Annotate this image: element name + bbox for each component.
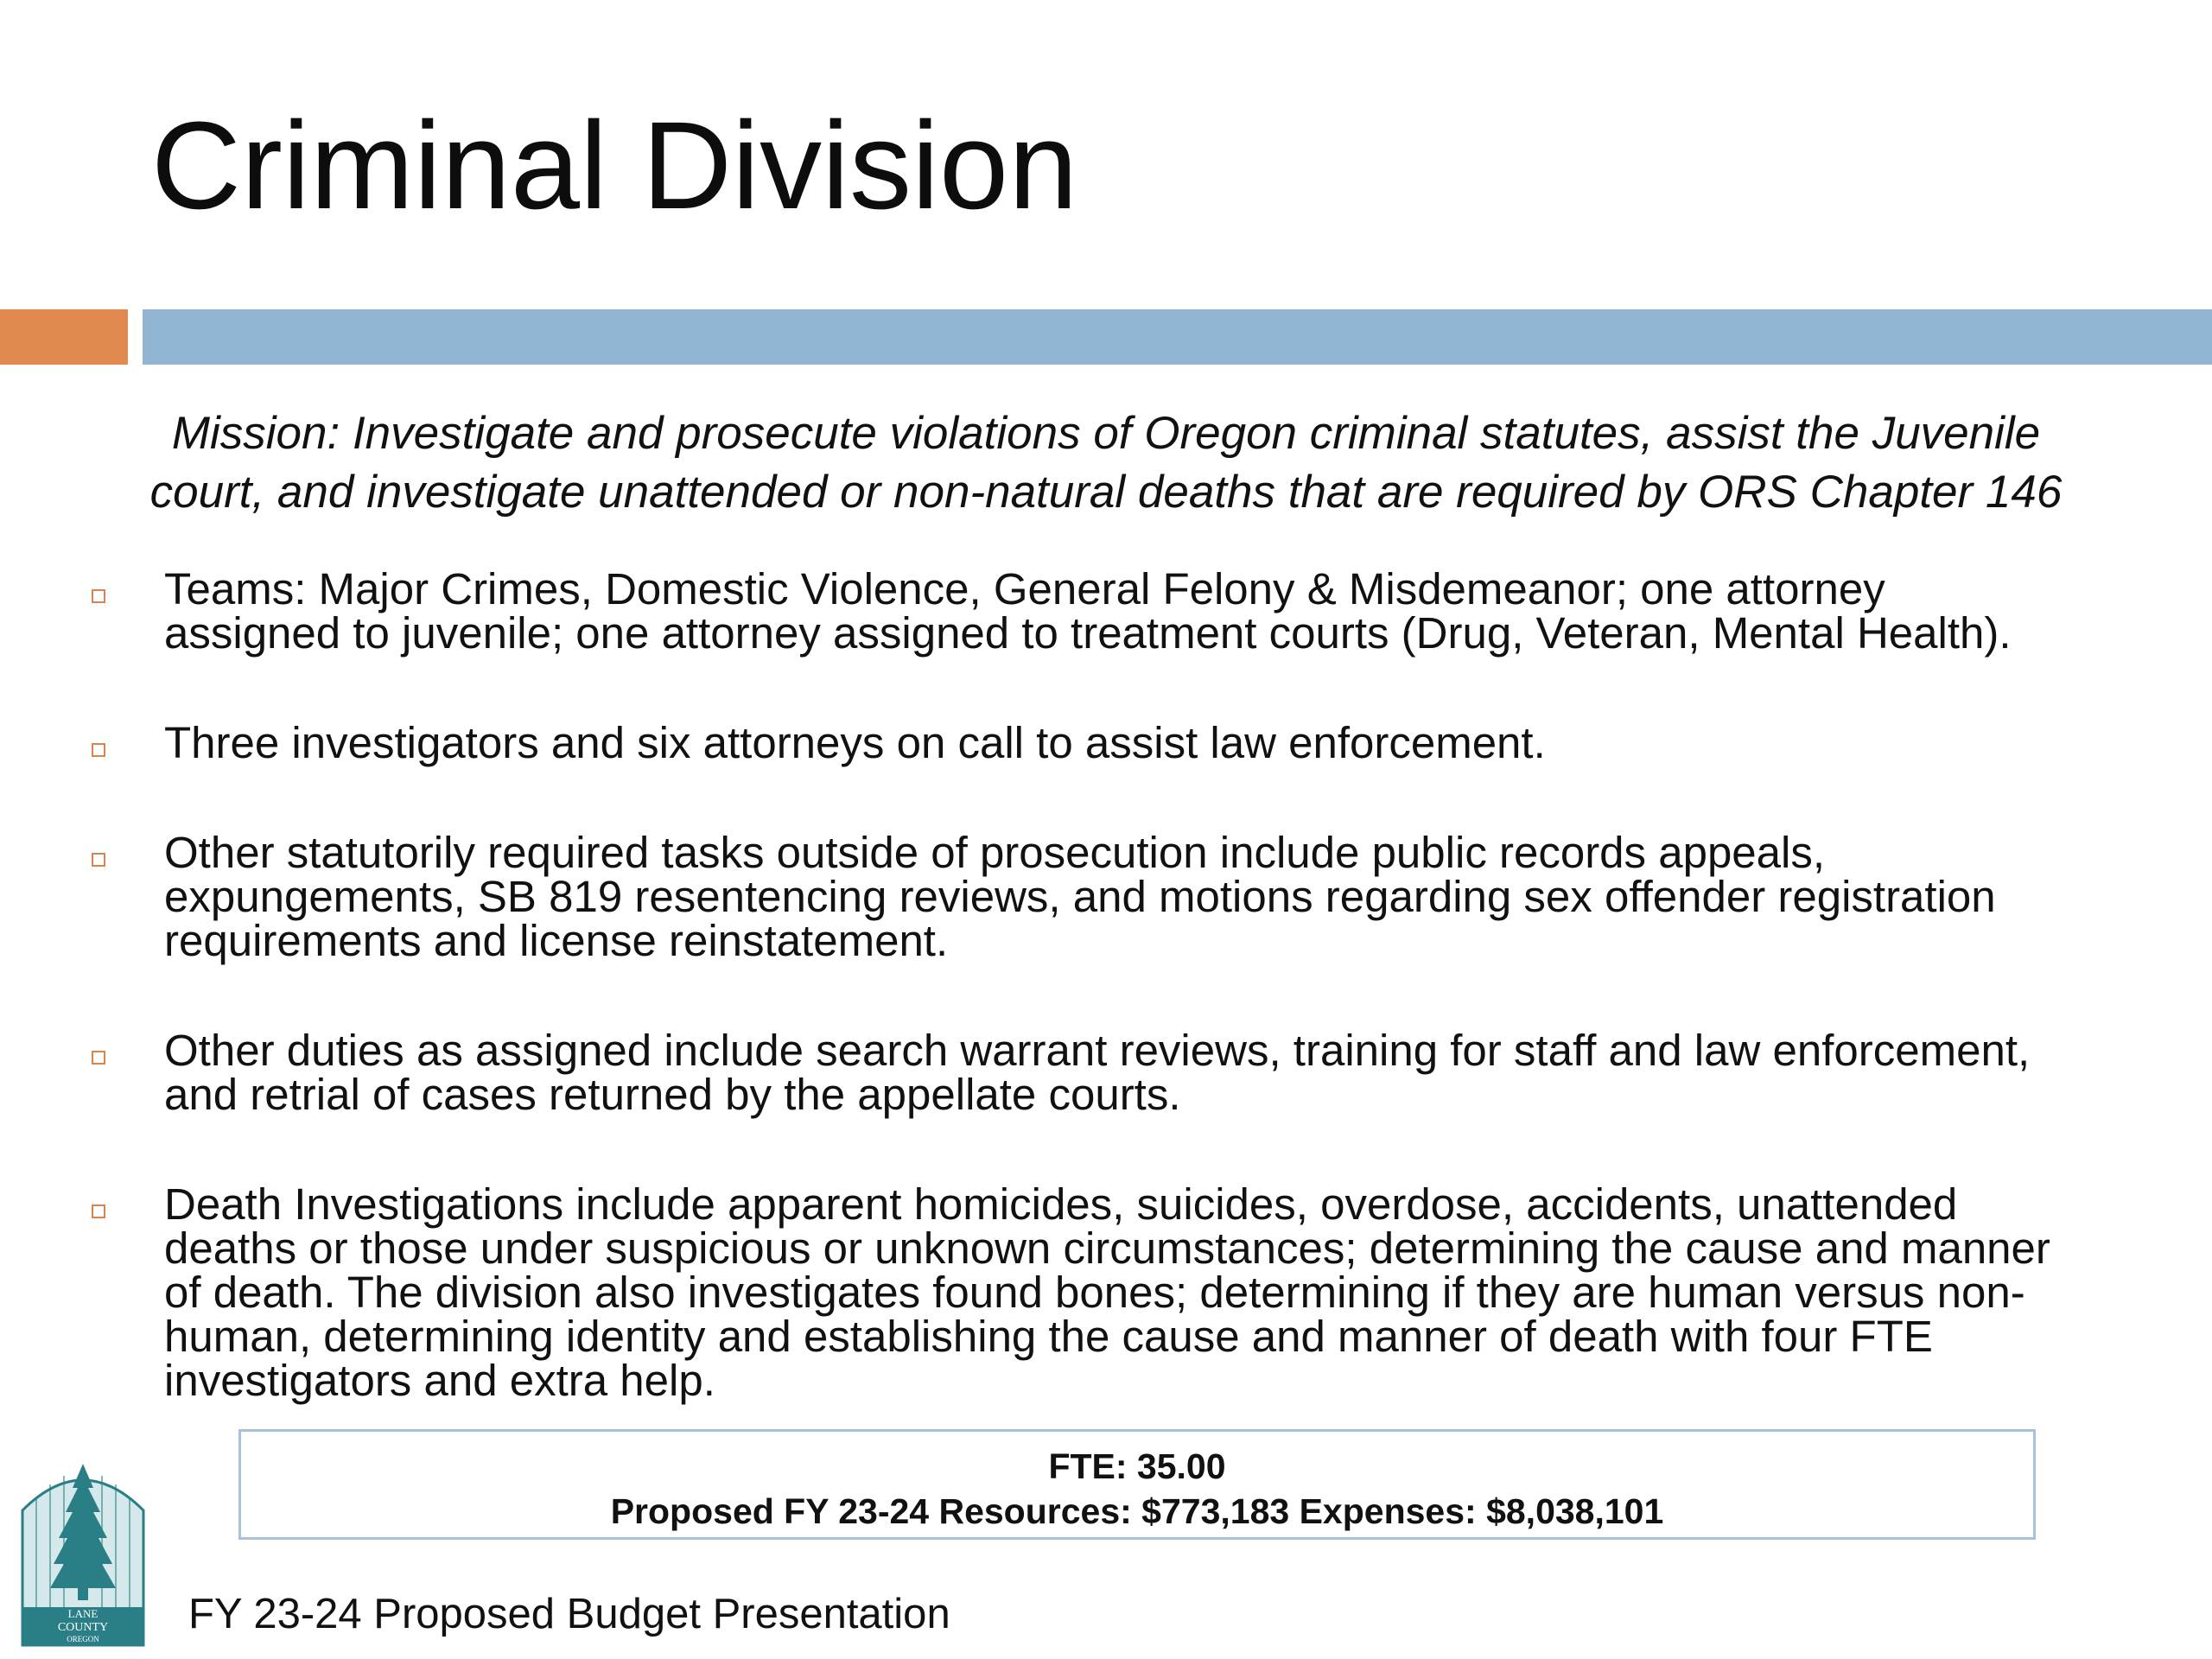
logo-text-lane: LANE: [67, 1607, 99, 1620]
bullet-line: requirements and license reinstatement.: [164, 916, 949, 965]
bullet-line: Death Investigations include apparent homicides, suicides, overdose, accidents, unattended: [164, 1179, 1958, 1229]
bullet-line: Other duties as assigned include search warrant reviews, training for staff and law enforcement,: [164, 1026, 2031, 1075]
bullet-line: assigned to juvenile; one attorney assigned to treatment courts (Drug, Veteran, Mental Health).: [164, 608, 2012, 658]
bullet-line: Teams: Major Crimes, Domestic Violence, General Felony & Misdemeanor; one attorney: [164, 564, 1885, 613]
square-bullet-icon: [92, 1205, 105, 1218]
budget-summary-box: [238, 1429, 2036, 1540]
mission-statement: [52, 404, 2160, 522]
fte-label: FTE: [1048, 1446, 1116, 1486]
bullet-line: expungements, SB 819 resentencing reviews, and motions regarding sex offender registration: [164, 872, 1996, 921]
fte-line: [241, 1444, 2033, 1489]
bullet-line: of death. The division also investigates found bones; determining if they are human versus non-: [164, 1268, 2025, 1317]
square-bullet-icon: [92, 589, 105, 603]
bullet-death-investigations: [86, 1179, 2160, 1405]
bullet-line: deaths or those under suspicious or unknown circumstances; determining the cause and manner: [164, 1224, 2050, 1273]
fte-value: : 35.00: [1115, 1446, 1226, 1486]
logo-text-county: COUNTY: [57, 1621, 109, 1634]
footer-text: FY 23-24 Proposed Budget Presentation: [188, 1591, 950, 1637]
slide-title: Criminal Division: [151, 96, 1078, 235]
accent-bar-orange: [0, 309, 128, 365]
logo-text-oregon: OREGON: [67, 1635, 99, 1643]
bullet-investigators: [86, 718, 2160, 767]
square-bullet-icon: [92, 743, 105, 757]
bullet-list: [86, 564, 2160, 1405]
bullet-line: Three investigators and six attorneys on call to assist law enforcement.: [164, 718, 1546, 767]
bullet-line: and retrial of cases returned by the appellate courts.: [164, 1070, 1181, 1119]
bullet-line: human, determining identity and establishing the cause and manner of death with four FTE: [164, 1312, 1933, 1361]
square-bullet-icon: [92, 1051, 105, 1065]
square-bullet-icon: [92, 853, 105, 867]
lane-county-logo: [21, 1459, 145, 1647]
header-bar-blue: [143, 309, 2212, 365]
bullet-line: Other statutorily required tasks outside of prosecution include public records appeals,: [164, 828, 1826, 877]
bullet-other-duties: [86, 1026, 2160, 1119]
mission-line-1: Mission: Investigate and prosecute violations of Oregon criminal statutes, assist the Juvenile: [171, 408, 2041, 459]
mission-line-2: court, and investigate unattended or non-natural deaths that are required by ORS Chapter 146: [149, 467, 2063, 518]
bullet-statutory-tasks: [86, 830, 2160, 963]
budget-line: Proposed FY 23-24 Resources: $773,183 Expenses: $8,038,101: [610, 1491, 1664, 1531]
bullet-teams: [86, 564, 2160, 658]
bullet-line: investigators and extra help.: [164, 1356, 715, 1405]
